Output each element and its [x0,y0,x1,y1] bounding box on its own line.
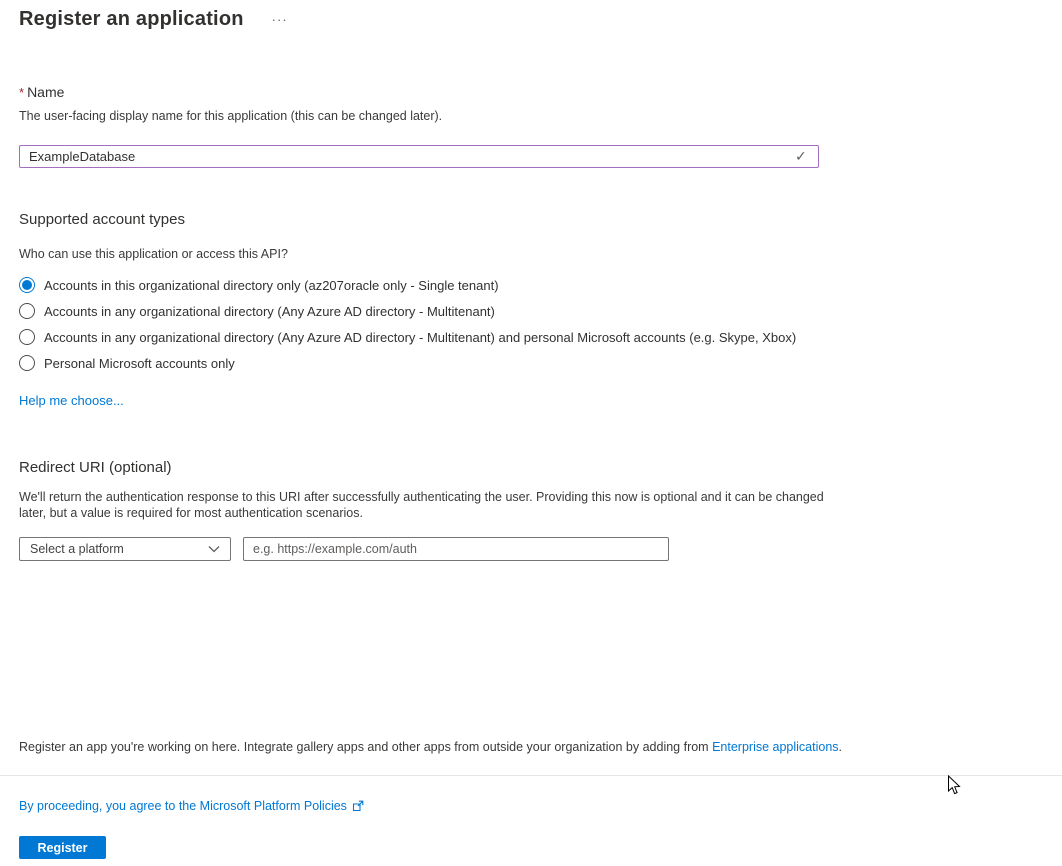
enterprise-apps-note [19,740,842,754]
note-period: . [838,740,843,754]
blade-header [19,8,290,31]
policy-link-text: By proceeding, you agree to the Microsoft Platform Policies [19,799,347,813]
redirect-uri-input[interactable] [243,537,669,561]
name-field-description: The user-facing display name for this application (this can be changed later). [19,109,443,123]
platform-select-value: Select a platform [30,542,124,556]
radio-option-single-tenant[interactable] [19,272,796,298]
page-title: Register an application [19,8,244,30]
name-label-text: Name [27,84,65,100]
radio-option-personal-only[interactable] [19,350,796,376]
redirect-uri-description: We'll return the authentication response to this URI after successfully authenticating the user. Providing this now is optional and it can be changed later, but a value is required for most authentication scenarios. [19,490,824,520]
required-marker: * [19,85,25,100]
name-field-label [19,84,64,100]
radio-icon [19,277,35,293]
radio-icon [19,329,35,345]
note-text: Register an app you're working on here. Integrate gallery apps and other apps from outside your organization by adding from [19,740,713,754]
mouse-cursor [947,775,962,796]
chevron-down-icon [208,545,220,553]
application-name-input[interactable] [19,145,819,168]
radio-option-multitenant[interactable] [19,298,796,324]
radio-option-label: Accounts in any organizational directory (Any Azure AD directory - Multitenant) and personal Microsoft accounts (e.g. Skype, Xbox) [44,329,797,345]
redirect-uri-heading: Redirect URI (optional) [19,459,172,476]
radio-option-label: Accounts in any organizational directory (Any Azure AD directory - Multitenant) [44,303,495,319]
account-types-radio-group [19,272,796,376]
account-types-question: Who can use this application or access this API? [19,247,288,261]
enterprise-applications-link[interactable]: Enterprise applications [712,740,839,754]
checkmark-icon: ✓ [795,148,807,164]
supported-account-types-heading: Supported account types [19,211,185,228]
help-me-choose-link[interactable]: Help me choose... [19,393,124,408]
radio-icon [19,355,35,371]
radio-option-label: Personal Microsoft accounts only [44,355,235,371]
more-options-icon[interactable]: ··· [271,12,288,27]
platform-select-dropdown[interactable] [19,537,231,561]
radio-option-multitenant-personal[interactable] [19,324,796,350]
register-button[interactable]: Register [19,836,106,859]
footer-divider [0,775,1062,776]
external-link-icon [352,800,364,812]
radio-icon [19,303,35,319]
platform-policies-link[interactable] [19,799,364,813]
radio-option-label: Accounts in this organizational directory only (az207oracle only - Single tenant) [44,277,499,293]
